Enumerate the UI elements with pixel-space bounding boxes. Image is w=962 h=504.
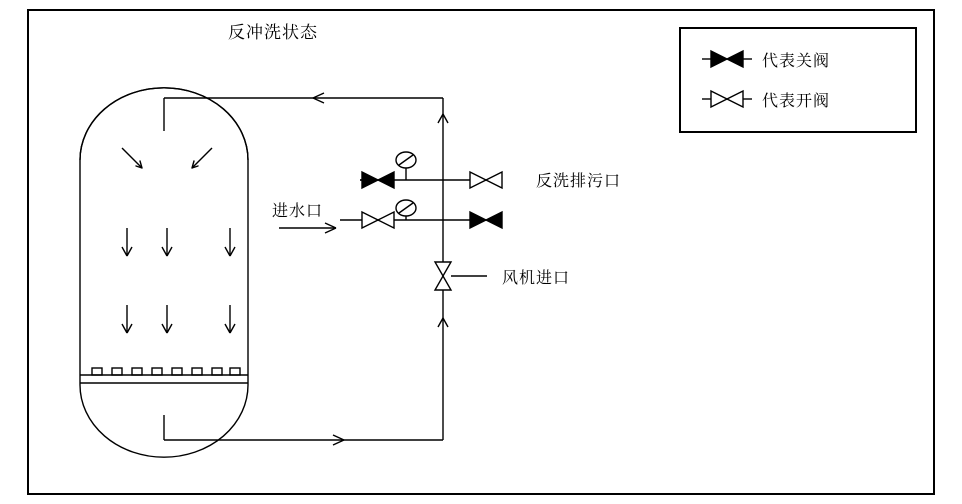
- gauge-lower: [396, 200, 416, 220]
- label-backwash-drain: 反洗排污口: [536, 173, 622, 190]
- label-fan-inlet: 风机进口: [502, 270, 571, 287]
- bottom-pipe: [164, 415, 443, 445]
- valve-top-left: [360, 172, 394, 188]
- internal-flow-arrows: [122, 148, 235, 333]
- gauge-upper: [396, 152, 416, 180]
- valve-bottom-right: [470, 212, 502, 228]
- valve-top-right: [470, 172, 502, 188]
- legend-item-closed-label: 代表关阀: [762, 53, 831, 70]
- legend-symbol-open: [702, 91, 752, 107]
- legend-symbol-closed: [702, 51, 752, 67]
- valve-fan-inlet: [435, 262, 487, 290]
- valve-bottom-left: [362, 212, 394, 228]
- legend-box: [680, 28, 916, 132]
- inlet-arrow: [279, 223, 336, 233]
- diagram-title: 反冲洗状态: [228, 23, 318, 42]
- label-inlet: 进水口: [272, 203, 324, 220]
- nozzle-row: [92, 368, 240, 375]
- top-pipe: [164, 93, 443, 131]
- legend-item-open-label: 代表开阀: [762, 93, 831, 110]
- filter-vessel: [80, 88, 248, 457]
